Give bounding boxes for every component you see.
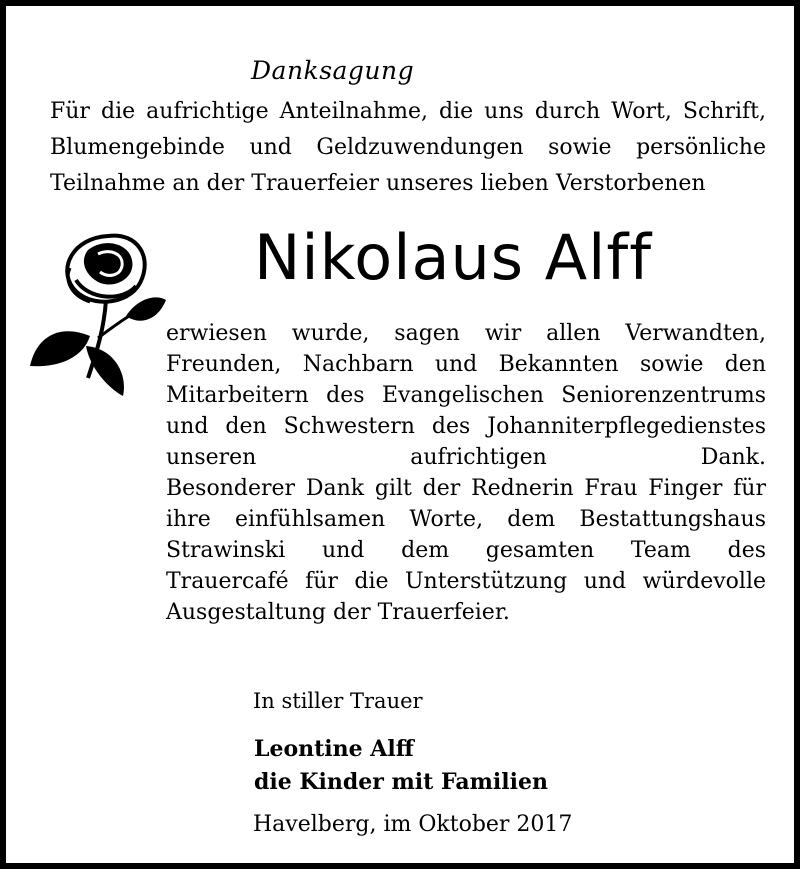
body-line: Ausgestaltung der Trauerfeier. — [166, 600, 510, 625]
body-line: Freunden, Nachbarn und Bekannten sowie den — [166, 352, 766, 377]
signatory: Leontine Alff — [254, 736, 414, 762]
signatory: die Kinder mit Familien — [254, 769, 548, 795]
body-line: Mitarbeitern des Evangelischen Seniorenzentrums — [166, 383, 766, 408]
body-line: ihre einfühlsamen Worte, dem Bestattungshaus — [166, 507, 766, 532]
body-line: und den Schwestern des Johanniterpflegedienstes — [166, 414, 766, 439]
mourning-phrase: In stiller Trauer — [253, 689, 423, 713]
body-line: Trauercafé für die Unterstützung und würdevolle — [166, 569, 766, 594]
notice-heading: Danksagung — [251, 56, 415, 85]
body-line: erwiesen wurde, sagen wir allen Verwandten, — [166, 321, 766, 346]
body-line-text: unseren aufrichtigen Dank. — [166, 445, 766, 470]
rose-icon — [28, 228, 168, 403]
intro-line: Für die aufrichtige Anteilnahme, die uns durch Wort, Schrift, — [50, 99, 766, 124]
deceased-name: Nikolaus Alff — [254, 221, 653, 294]
body-line: Besonderer Dank gilt der Rednerin Frau Finger für — [166, 476, 766, 501]
body-line: Strawinski und dem gesamten Team des — [166, 538, 766, 563]
body-line-spread — [166, 443, 766, 473]
intro-line: Teilnahme an der Trauerfeier unseres lieben Verstorbenen — [50, 171, 706, 196]
place-and-date: Havelberg, im Oktober 2017 — [253, 812, 573, 837]
intro-line: Blumengebinde und Geldzuwendungen sowie persönliche — [50, 135, 766, 160]
